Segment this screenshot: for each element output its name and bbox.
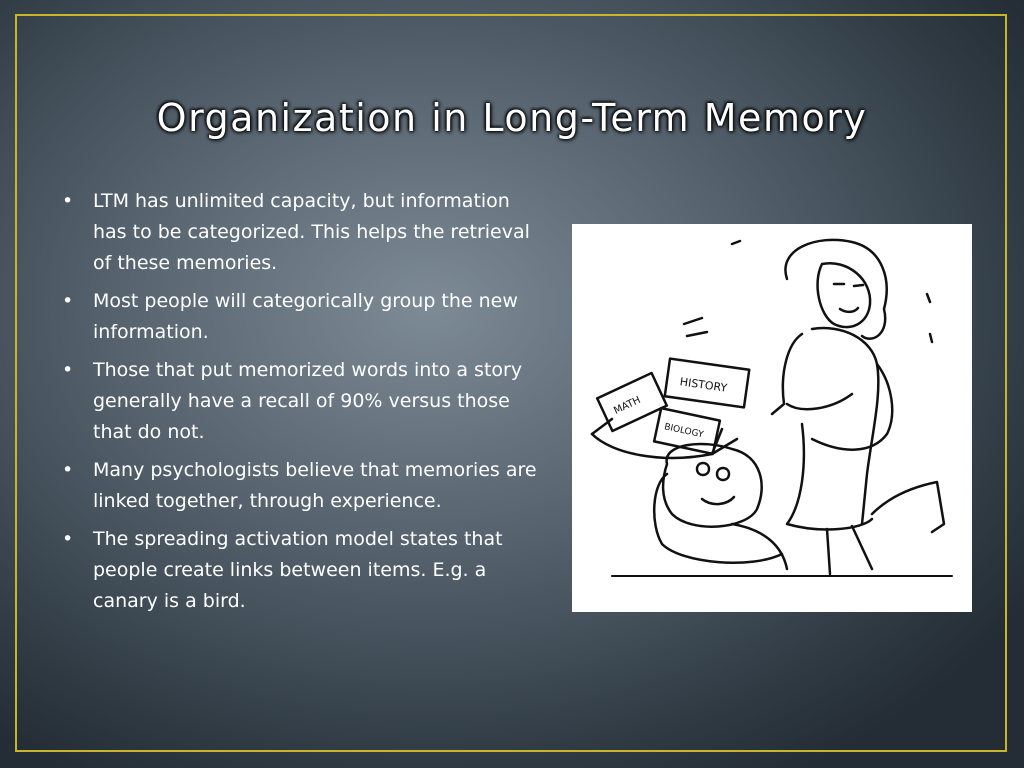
- bullet-item: [58, 286, 548, 348]
- woman-skirt: [787, 424, 872, 529]
- woman-kicking-leg: [872, 482, 944, 532]
- bullet-item: [58, 455, 548, 517]
- cartoon-drawing: [572, 224, 972, 612]
- book-label-math: MATH: [612, 394, 643, 417]
- bullet-marker: •: [62, 290, 74, 312]
- slide-title: Organization in Long-Term Memory: [156, 96, 868, 140]
- boy-eyes: [697, 463, 729, 480]
- bullet-marker: •: [62, 190, 74, 212]
- bullet-text: The spreading activation model states that people create links between items. E.g. a canary is a bird.: [93, 528, 503, 612]
- bullet-marker: •: [62, 528, 74, 550]
- bullet-text: LTM has unlimited capacity, but information has to be categorized. This helps the retrieval of these memories.: [93, 190, 530, 274]
- woman-face: [818, 263, 871, 327]
- book-label-biology: BIOLOGY: [663, 422, 705, 441]
- bullet-marker: •: [62, 459, 74, 481]
- boy-head: [663, 444, 762, 527]
- bullet-item: [58, 524, 548, 617]
- bullet-list: [58, 186, 548, 624]
- motion-marks: [732, 241, 932, 342]
- bullet-item: [58, 186, 548, 279]
- woman-legs: [827, 526, 872, 574]
- woman-torso: [812, 328, 878, 524]
- bullet-text: Those that put memorized words into a story generally have a recall of 90% versus those that do not.: [93, 359, 523, 443]
- book-label-history: HISTORY: [679, 375, 728, 395]
- bullet-item: [58, 355, 548, 448]
- woman-arm-left: [772, 334, 802, 414]
- bullet-marker: •: [62, 359, 74, 381]
- bullet-text: Many psychologists believe that memories are linked together, through experience.: [93, 459, 537, 512]
- bullet-text: Most people will categorically group the new information.: [93, 290, 518, 343]
- cartoon-illustration: [572, 224, 972, 612]
